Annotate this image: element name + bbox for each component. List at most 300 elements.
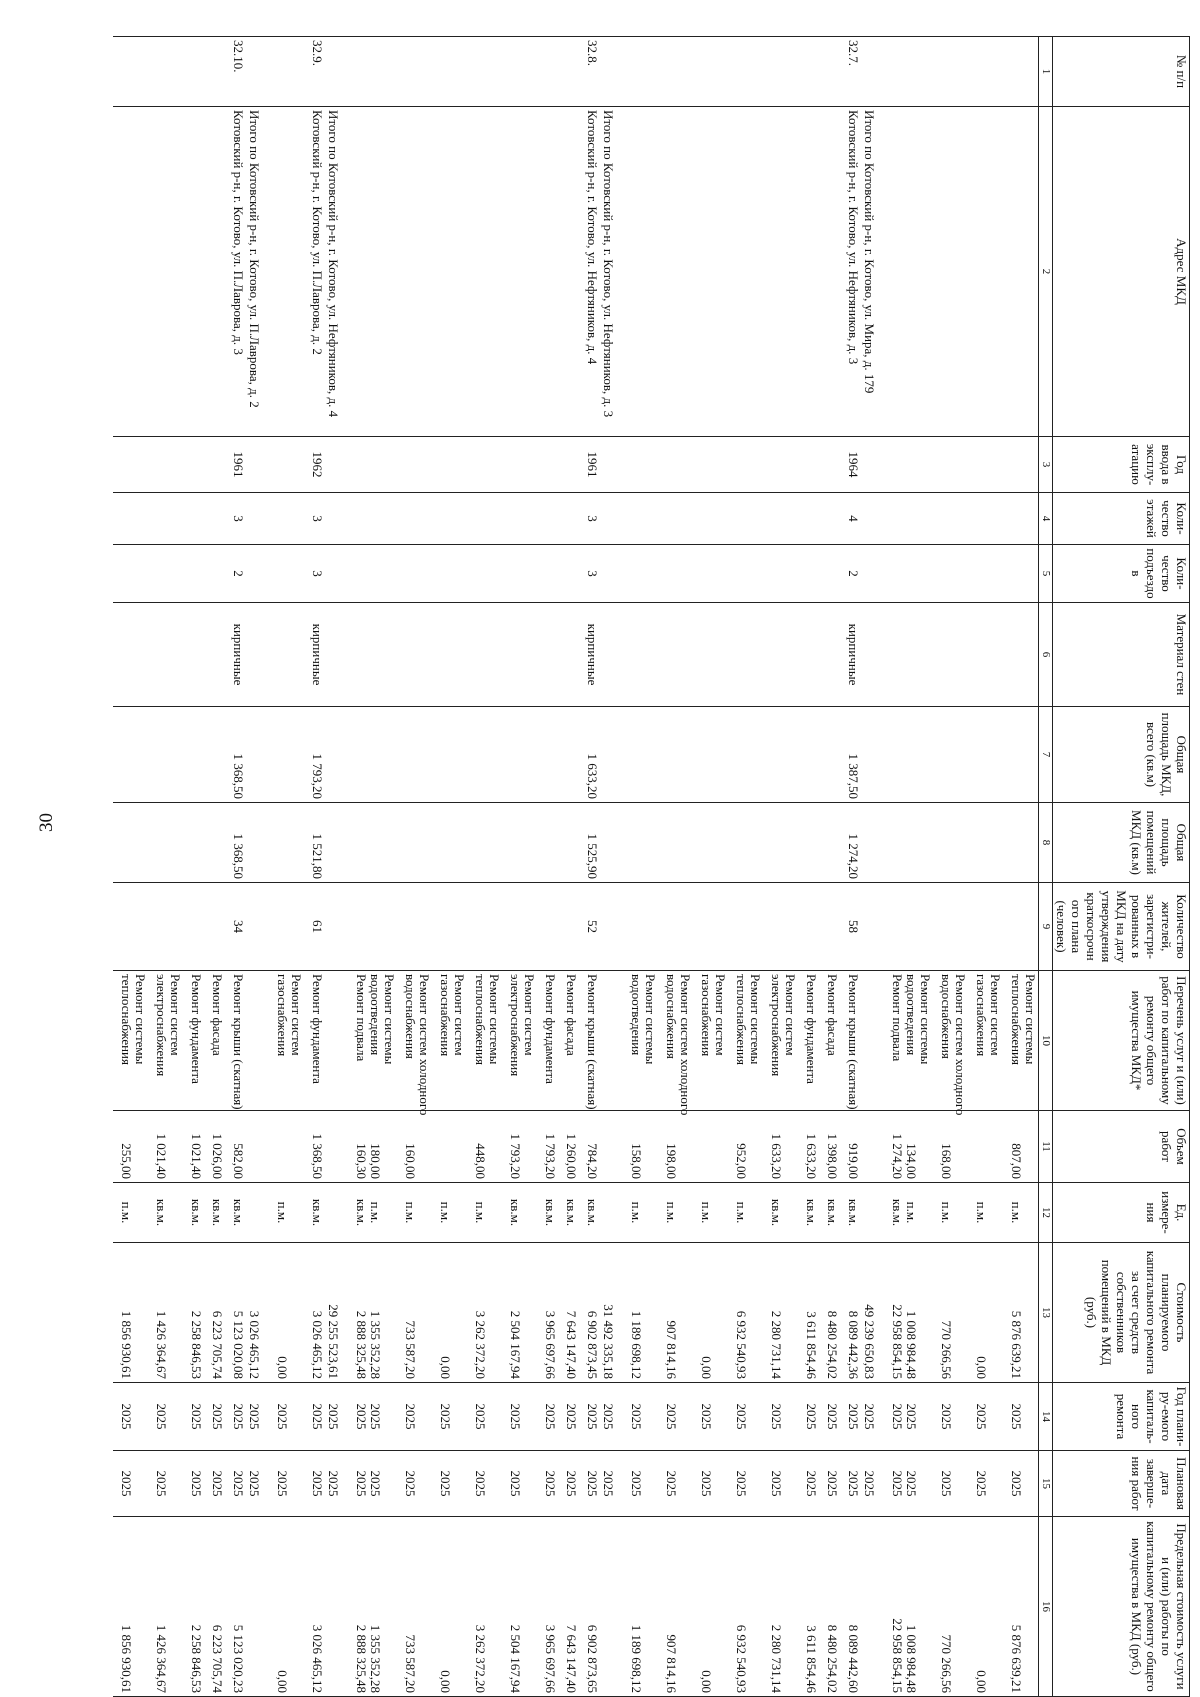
work-unit: кв.м. bbox=[825, 1198, 841, 1227]
work-name: водоснабжения bbox=[664, 974, 680, 1059]
work-name: теплоснабжения bbox=[119, 974, 135, 1065]
table-cell bbox=[579, 1183, 600, 1243]
table-cell bbox=[763, 971, 798, 1111]
work-volume: 198,00 bbox=[664, 1143, 680, 1179]
planned-year bbox=[713, 1386, 727, 1447]
header-cell: Ед. измере-ния bbox=[1052, 1183, 1189, 1243]
work-name: Ремонт систем холодного bbox=[953, 974, 969, 1116]
completion-date: 2025 bbox=[904, 1470, 920, 1497]
work-cost bbox=[452, 1246, 466, 1379]
total-area: 1 368,50 bbox=[231, 753, 247, 799]
table-cell bbox=[183, 1517, 204, 1697]
total-label: Итого по Котовский р-н, г. Котово, ул. Нефтяников, д. 4 bbox=[326, 110, 342, 418]
table-cell bbox=[798, 707, 819, 803]
table-cell bbox=[304, 437, 325, 493]
table-cell bbox=[968, 707, 1003, 803]
table-row bbox=[623, 37, 658, 1697]
work-volume: 158,00 bbox=[629, 1143, 645, 1179]
table-cell bbox=[467, 1517, 502, 1697]
table-cell bbox=[763, 493, 798, 545]
table-cell bbox=[861, 883, 884, 971]
table-cell bbox=[861, 707, 884, 803]
table-cell bbox=[1003, 883, 1039, 971]
work-name: водоснабжения bbox=[403, 974, 419, 1059]
table-row bbox=[884, 37, 933, 1697]
completion-date bbox=[522, 1454, 536, 1513]
table-cell bbox=[861, 37, 884, 107]
table-cell bbox=[728, 1517, 763, 1697]
residents-count: 58 bbox=[846, 920, 862, 933]
completion-date: 2025 bbox=[699, 1470, 715, 1497]
table-cell bbox=[1003, 803, 1039, 883]
table-cell bbox=[304, 37, 325, 107]
limit-cost bbox=[783, 1520, 797, 1693]
table-cell bbox=[204, 803, 225, 883]
table-cell bbox=[204, 107, 225, 437]
table-cell bbox=[148, 545, 183, 603]
table-cell bbox=[658, 803, 693, 883]
work-cost: 5 876 639,21 bbox=[1009, 1310, 1025, 1379]
completion-date bbox=[417, 1454, 431, 1513]
limit-cost: 1 008 984,48 bbox=[904, 1624, 920, 1693]
table-cell bbox=[113, 493, 148, 545]
table-cell bbox=[600, 1111, 623, 1183]
table-cell bbox=[1003, 707, 1039, 803]
work-volume bbox=[988, 1114, 1002, 1179]
table-cell bbox=[148, 883, 183, 971]
table-cell bbox=[600, 1183, 623, 1243]
table-cell bbox=[225, 1183, 246, 1243]
completion-date: 2025 bbox=[368, 1470, 384, 1497]
table-cell bbox=[763, 1243, 798, 1383]
table-cell bbox=[304, 1111, 325, 1183]
table-cell bbox=[183, 803, 204, 883]
table-cell bbox=[537, 107, 558, 437]
planned-year: 2025 bbox=[769, 1403, 785, 1430]
table-cell bbox=[968, 107, 1003, 437]
table-cell bbox=[579, 107, 600, 437]
work-unit: п.м. bbox=[974, 1201, 990, 1224]
work-unit bbox=[643, 1186, 657, 1239]
header-cell: Материал стен bbox=[1052, 603, 1189, 707]
floors-count: 3 bbox=[585, 515, 601, 522]
completion-date: 2025 bbox=[890, 1470, 906, 1497]
table-cell bbox=[623, 37, 658, 107]
table-cell bbox=[537, 1517, 558, 1697]
table-cell bbox=[325, 545, 348, 603]
work-name: водоотведения bbox=[629, 974, 645, 1056]
table-cell bbox=[798, 603, 819, 707]
planned-year: 2025 bbox=[974, 1403, 990, 1430]
table-cell bbox=[467, 545, 502, 603]
planned-year: 2025 bbox=[904, 1403, 920, 1430]
table-cell bbox=[397, 107, 432, 437]
work-name: Ремонт системы bbox=[1023, 974, 1039, 1065]
work-cost bbox=[522, 1246, 536, 1379]
completion-date: 2025 bbox=[564, 1470, 580, 1497]
table-row bbox=[658, 37, 693, 1697]
table-cell bbox=[798, 803, 819, 883]
table-cell bbox=[579, 1383, 600, 1451]
house-number: 32.7. bbox=[846, 40, 862, 66]
total-cost: 31 492 335,18 bbox=[601, 1304, 617, 1379]
table-cell bbox=[558, 107, 579, 437]
table-cell bbox=[861, 603, 884, 707]
table-cell bbox=[325, 1183, 348, 1243]
table-cell bbox=[397, 707, 432, 803]
planned-year: 2025 bbox=[939, 1403, 955, 1430]
work-volume: 784,20 bbox=[585, 1143, 601, 1179]
completion-date: 2025 bbox=[275, 1470, 291, 1497]
table-row bbox=[148, 37, 183, 1697]
work-unit bbox=[918, 1186, 932, 1239]
table-cell bbox=[148, 493, 183, 545]
table-cell bbox=[798, 545, 819, 603]
table-cell bbox=[728, 1111, 763, 1183]
table-cell bbox=[269, 603, 304, 707]
planned-year bbox=[953, 1386, 967, 1447]
table-cell bbox=[502, 1451, 537, 1517]
header-cell: Количество жителей, зарегистри-рованных в МКД на дату утверждения краткосрочн ого плана (человек) bbox=[1052, 883, 1189, 971]
table-row bbox=[183, 37, 204, 1697]
planned-year: 2025 bbox=[154, 1403, 170, 1430]
table-cell bbox=[1003, 437, 1039, 493]
work-unit: кв.м. bbox=[354, 1198, 370, 1227]
table-cell bbox=[558, 37, 579, 107]
table-cell bbox=[728, 603, 763, 707]
table-cell bbox=[658, 1383, 693, 1451]
table-cell bbox=[537, 803, 558, 883]
table-cell bbox=[819, 437, 840, 493]
completion-date bbox=[1023, 1454, 1037, 1513]
header-row bbox=[1052, 37, 1189, 1697]
table-cell bbox=[325, 1383, 348, 1451]
table-cell bbox=[204, 1183, 225, 1243]
rooms-area: 1 525,90 bbox=[585, 833, 601, 879]
table-cell bbox=[884, 1243, 933, 1383]
table-cell bbox=[432, 603, 467, 707]
table-cell bbox=[693, 1111, 728, 1183]
table-cell bbox=[840, 1183, 861, 1243]
table-row bbox=[819, 37, 840, 1697]
table-cell bbox=[693, 107, 728, 437]
work-volume: 1 021,40 bbox=[189, 1133, 205, 1179]
work-unit: п.м. bbox=[438, 1201, 454, 1224]
work-cost: 3 965 697,66 bbox=[543, 1310, 559, 1379]
rooms-area: 1 521,80 bbox=[310, 833, 326, 879]
work-volume: 134,00 bbox=[904, 1143, 920, 1179]
table-cell bbox=[537, 1383, 558, 1451]
table-cell bbox=[884, 1383, 933, 1451]
planned-year bbox=[487, 1386, 501, 1447]
work-volume: 952,00 bbox=[734, 1143, 750, 1179]
table-cell bbox=[502, 803, 537, 883]
work-cost: 6 932 540,93 bbox=[734, 1310, 750, 1379]
work-unit: п.м. bbox=[119, 1201, 135, 1224]
table-cell bbox=[798, 493, 819, 545]
work-name: Ремонт подвала bbox=[354, 974, 370, 1062]
column-number: 6 bbox=[1039, 603, 1052, 707]
table-cell bbox=[798, 437, 819, 493]
table-cell bbox=[1003, 545, 1039, 603]
completion-date: 2025 bbox=[804, 1470, 820, 1497]
table-cell bbox=[246, 1183, 269, 1243]
table-cell bbox=[348, 1383, 397, 1451]
floors-count: 3 bbox=[231, 515, 247, 522]
table-cell bbox=[304, 1243, 325, 1383]
table-cell bbox=[246, 971, 269, 1111]
table-cell bbox=[246, 1451, 269, 1517]
table-row bbox=[1003, 37, 1039, 1697]
table-cell bbox=[1003, 37, 1039, 107]
work-cost: 3 611 854,46 bbox=[804, 1311, 820, 1379]
planned-year bbox=[417, 1386, 431, 1447]
work-volume: 1 793,20 bbox=[543, 1133, 559, 1179]
table-cell bbox=[246, 603, 269, 707]
work-volume: 1 274,20 bbox=[890, 1133, 906, 1179]
table-cell bbox=[204, 1517, 225, 1697]
table-cell bbox=[246, 1111, 269, 1183]
limit-cost bbox=[417, 1520, 431, 1693]
table-cell bbox=[600, 883, 623, 971]
table-cell bbox=[502, 883, 537, 971]
column-number: 8 bbox=[1039, 803, 1052, 883]
limit-cost: 5 876 639,21 bbox=[1009, 1624, 1025, 1693]
header-cell: Год ввода в эксплу-атацию bbox=[1052, 437, 1189, 493]
table-row bbox=[502, 37, 537, 1697]
table-cell bbox=[933, 1111, 968, 1183]
table-cell bbox=[558, 1517, 579, 1697]
table-cell bbox=[728, 971, 763, 1111]
limit-cost bbox=[918, 1520, 932, 1693]
table-cell bbox=[558, 1111, 579, 1183]
table-cell bbox=[348, 1451, 397, 1517]
total-label: Итого по Котовский р-н, г. Котово, ул. Нефтяников, д. 3 bbox=[601, 110, 617, 418]
work-cost bbox=[783, 1246, 797, 1379]
table-cell bbox=[113, 1451, 148, 1517]
table-cell bbox=[1003, 493, 1039, 545]
work-unit: кв.м. bbox=[890, 1198, 906, 1227]
table-cell bbox=[467, 707, 502, 803]
work-unit bbox=[953, 1186, 967, 1239]
table-cell bbox=[304, 1383, 325, 1451]
table-cell bbox=[148, 971, 183, 1111]
table-cell bbox=[861, 1111, 884, 1183]
table-cell bbox=[432, 1111, 467, 1183]
work-cost bbox=[417, 1246, 431, 1379]
table-cell bbox=[884, 1183, 933, 1243]
table-cell bbox=[579, 1517, 600, 1697]
total-date: 2025 bbox=[862, 1470, 878, 1497]
planned-year: 2025 bbox=[890, 1403, 906, 1430]
table-cell bbox=[246, 803, 269, 883]
table-cell bbox=[304, 1183, 325, 1243]
table-cell bbox=[728, 493, 763, 545]
table-cell bbox=[432, 803, 467, 883]
table-cell bbox=[467, 1243, 502, 1383]
total-label: Итого по Котовский р-н, г. Котово, ул. Мира, д. 179 bbox=[862, 110, 878, 394]
limit-cost: 2 504 167,94 bbox=[508, 1624, 524, 1693]
page-number: 30 bbox=[36, 813, 57, 832]
table-cell bbox=[693, 1451, 728, 1517]
completion-date: 2025 bbox=[585, 1470, 601, 1497]
table-cell bbox=[861, 1451, 884, 1517]
table-cell bbox=[968, 803, 1003, 883]
work-name: теплоснабжения bbox=[734, 974, 750, 1065]
table-cell bbox=[397, 1451, 432, 1517]
table-cell bbox=[432, 37, 467, 107]
work-name: Ремонт подвала bbox=[890, 974, 906, 1062]
column-number: 3 bbox=[1039, 437, 1052, 493]
table-cell bbox=[819, 545, 840, 603]
planned-year: 2025 bbox=[231, 1403, 247, 1430]
table-cell bbox=[600, 1451, 623, 1517]
table-cell bbox=[269, 1451, 304, 1517]
work-cost bbox=[678, 1246, 692, 1379]
table-cell bbox=[325, 1451, 348, 1517]
table-cell bbox=[183, 603, 204, 707]
completion-date: 2025 bbox=[543, 1470, 559, 1497]
table-cell bbox=[148, 437, 183, 493]
column-number: 11 bbox=[1039, 1111, 1052, 1183]
work-unit bbox=[783, 1186, 797, 1239]
table-cell bbox=[269, 1243, 304, 1383]
table-cell bbox=[558, 803, 579, 883]
limit-cost: 8 480 254,02 bbox=[825, 1624, 841, 1693]
table-cell bbox=[728, 1383, 763, 1451]
table-cell bbox=[819, 37, 840, 107]
house-number: 32.8. bbox=[585, 40, 601, 66]
table-cell bbox=[693, 1517, 728, 1697]
table-cell bbox=[798, 1517, 819, 1697]
table-cell bbox=[467, 803, 502, 883]
table-cell bbox=[884, 1517, 933, 1697]
table-cell bbox=[968, 1383, 1003, 1451]
table-cell bbox=[968, 1451, 1003, 1517]
planned-year: 2025 bbox=[734, 1403, 750, 1430]
table-cell bbox=[861, 545, 884, 603]
table-cell bbox=[1003, 107, 1039, 437]
table-cell bbox=[840, 883, 861, 971]
work-unit: кв.м. bbox=[564, 1198, 580, 1227]
limit-cost bbox=[522, 1520, 536, 1693]
limit-cost bbox=[487, 1520, 501, 1693]
total-cost: 3 026 465,12 bbox=[247, 1310, 263, 1379]
work-cost: 2 258 846,53 bbox=[189, 1310, 205, 1379]
completion-date bbox=[918, 1454, 932, 1513]
total-date: 2025 bbox=[247, 1470, 263, 1497]
table-cell bbox=[819, 603, 840, 707]
table-cell bbox=[183, 107, 204, 437]
column-number: 7 bbox=[1039, 707, 1052, 803]
completion-date bbox=[168, 1454, 182, 1513]
table-cell bbox=[225, 1517, 246, 1697]
work-name: газоснабжения bbox=[275, 974, 291, 1057]
table-cell bbox=[623, 1451, 658, 1517]
table-cell bbox=[933, 1517, 968, 1697]
table-cell bbox=[623, 545, 658, 603]
table-cell bbox=[728, 1243, 763, 1383]
table-cell bbox=[840, 803, 861, 883]
work-cost bbox=[487, 1246, 501, 1379]
table-cell bbox=[798, 107, 819, 437]
column-number: 4 bbox=[1039, 493, 1052, 545]
table-cell bbox=[432, 545, 467, 603]
table-cell bbox=[600, 37, 623, 107]
table-cell bbox=[304, 545, 325, 603]
table-cell bbox=[204, 493, 225, 545]
table-row bbox=[432, 37, 467, 1697]
table-row bbox=[558, 37, 579, 1697]
table-cell bbox=[225, 545, 246, 603]
table-cell bbox=[269, 493, 304, 545]
table-row bbox=[204, 37, 225, 1697]
work-cost: 1 189 698,12 bbox=[629, 1310, 645, 1379]
planned-year: 2025 bbox=[368, 1403, 384, 1430]
limit-cost: 3 965 697,66 bbox=[543, 1624, 559, 1693]
table-cell bbox=[204, 707, 225, 803]
table-cell bbox=[658, 1183, 693, 1243]
table-cell bbox=[183, 545, 204, 603]
table-cell bbox=[537, 603, 558, 707]
table-cell bbox=[113, 545, 148, 603]
table-cell bbox=[397, 1111, 432, 1183]
work-cost: 3 262 372,20 bbox=[473, 1310, 489, 1379]
table-cell bbox=[623, 883, 658, 971]
table-cell bbox=[819, 971, 840, 1111]
limit-cost: 3 262 372,20 bbox=[473, 1624, 489, 1693]
table-cell bbox=[933, 883, 968, 971]
table-cell bbox=[246, 1243, 269, 1383]
work-unit: кв.м. bbox=[210, 1198, 226, 1227]
work-cost: 733 587,20 bbox=[403, 1320, 419, 1379]
work-name: Ремонт систем холодного bbox=[417, 974, 433, 1116]
work-name: Ремонт крыши (скатная) bbox=[231, 974, 247, 1110]
work-volume: 160,00 bbox=[403, 1143, 419, 1179]
table-cell bbox=[148, 1383, 183, 1451]
table-cell bbox=[763, 107, 798, 437]
planned-year bbox=[289, 1386, 303, 1447]
table-cell bbox=[325, 971, 348, 1111]
table-cell bbox=[840, 1517, 861, 1697]
work-unit: кв.м. bbox=[543, 1198, 559, 1227]
column-number: 9 bbox=[1039, 883, 1052, 971]
table-cell bbox=[397, 37, 432, 107]
total-row bbox=[600, 37, 623, 1697]
work-unit: кв.м. bbox=[231, 1198, 247, 1227]
table-row bbox=[798, 37, 819, 1697]
table-cell bbox=[728, 883, 763, 971]
limit-cost: 3 611 854,46 bbox=[804, 1625, 820, 1693]
table-cell bbox=[728, 545, 763, 603]
table-cell bbox=[348, 493, 397, 545]
table-cell bbox=[246, 107, 269, 437]
header-cell: Предельная стоимость услуги и (или) работы по капитальному ремонту общего имущества в МКД (руб.) bbox=[1052, 1517, 1189, 1697]
work-name: Ремонт системы bbox=[643, 974, 659, 1065]
table-cell bbox=[579, 1111, 600, 1183]
planned-year bbox=[918, 1386, 932, 1447]
planned-year bbox=[522, 1386, 536, 1447]
table-cell bbox=[728, 37, 763, 107]
work-unit: кв.м. bbox=[154, 1198, 170, 1227]
limit-cost bbox=[1023, 1520, 1037, 1693]
planned-year: 2025 bbox=[189, 1403, 205, 1430]
completion-date: 2025 bbox=[310, 1470, 326, 1497]
table-cell bbox=[658, 1517, 693, 1697]
table-cell bbox=[269, 883, 304, 971]
total-label: Итого по Котовский р-н, г. Котово, ул. П.Лаврова, д. 2 bbox=[247, 110, 263, 408]
table-cell bbox=[325, 1111, 348, 1183]
